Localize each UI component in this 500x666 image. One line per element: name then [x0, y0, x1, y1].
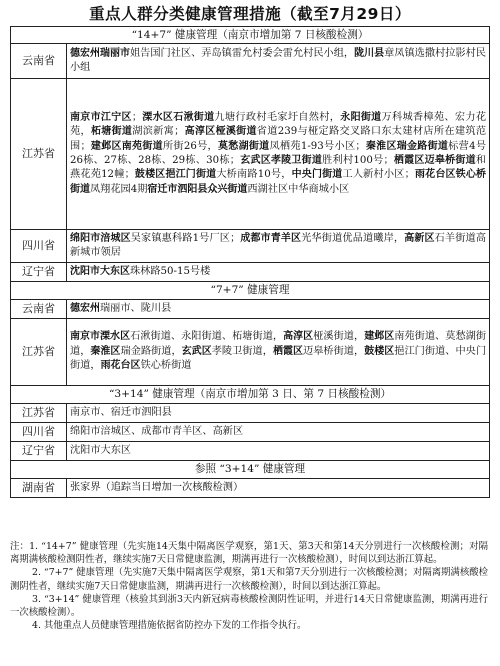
province-cell: 四川省: [11, 230, 67, 263]
section-header-row: [11, 386, 490, 404]
table-row: [11, 263, 490, 282]
table-row: [11, 300, 490, 319]
area-bold: 陇川县: [354, 47, 385, 59]
area-text: 铁心桥街道: [140, 360, 192, 372]
area-bold: 沈阳市大东区: [70, 265, 130, 277]
area-cell: [67, 79, 490, 230]
area-cell: [67, 300, 490, 319]
area-bold: 莫愁湖街道: [218, 140, 270, 152]
area-text: 吴家镇惠科路1号厂区；: [130, 232, 241, 244]
section-header-3-14: “3+14” 健康管理（南京市增加第 3 日、第 7 日核酸检测）: [11, 386, 490, 404]
area-bold: 雨花台区: [100, 360, 141, 372]
area-text: 所街26号，: [162, 140, 219, 152]
province-cell: 江苏省: [11, 79, 67, 230]
area-bold: 南京市溧水区: [70, 331, 131, 343]
area-bold: 玄武区孝陵卫街道: [240, 155, 323, 166]
area-bold: 栖霞区迈皋桥街道: [393, 155, 476, 166]
table-row: [11, 404, 490, 423]
area-bold: 绵阳市涪城区: [70, 232, 131, 244]
province-cell: 辽宁省: [11, 263, 67, 282]
area-text: 珠林路50-15号楼: [130, 265, 211, 277]
area-bold: 秦淮区: [90, 345, 121, 357]
area-bold: 建邺区南苑街道: [90, 140, 163, 152]
area-text: 石羊街道高新城市领居: [70, 232, 487, 258]
area-text: 工人新村小区；: [342, 169, 415, 181]
footnote-1: 注：1. “14+7” 健康管理（先实施14天集中隔离医学观察，第1天、第3天和第14天分别进行一次核酸检测；对隔离期满核酸检测阴性者，继续实施7天日常健康监测，期满再进行一次核酸检测），时间以到达浙江算起。: [10, 541, 488, 566]
province-cell: 江苏省: [11, 319, 67, 386]
table-row: [11, 44, 490, 79]
area-bold: 建邺区: [364, 331, 395, 343]
area-text: 湖滨新寓；: [132, 126, 185, 138]
area-bold: 玄武区: [181, 345, 212, 357]
section-header-row: [11, 461, 490, 479]
area-text: 挹江门街道、中央门街道，: [70, 345, 487, 372]
footnotes: [10, 540, 488, 632]
area-cell: 绵阳市涪城区、成都市青羊区、高新区: [67, 423, 490, 442]
area-cell: [67, 319, 490, 386]
area-bold: 溧水区石湫街道: [142, 111, 215, 123]
page-title: 重点人群分类健康管理措施（截至7月29日）: [89, 5, 411, 23]
section-header-row: [11, 27, 490, 44]
area-text: 万科城香樟苑、宏力花苑，: [70, 111, 487, 138]
footnote-3: 3. “3+14” 健康管理（核验其到浙3天内新冠病毒核酸检测阴性证明，并进行14天日常健康监测，期满再进行一次核酸检测）。: [10, 593, 488, 619]
area-bold: 栖霞区: [272, 345, 303, 357]
area-text: 西湖社区中华商城小区: [247, 183, 350, 195]
footnote-4: 4. 其他重点人员健康管理措施依据省防控办下发的工作指令执行。: [32, 620, 307, 632]
province-cell: 湖南省: [11, 479, 67, 498]
area-text: 孝陵卫街道，: [211, 345, 273, 357]
province-cell: 云南省: [11, 44, 67, 79]
area-text: 章凤镇选撒村拉影村民小组: [70, 47, 486, 73]
area-text: 大桥南路10号，: [216, 169, 292, 181]
province-cell: 辽宁省: [11, 442, 67, 461]
area-bold: 高淳区: [283, 331, 314, 343]
table-row: [11, 479, 490, 498]
area-cell: 南京市、宿迁市泗阳县: [67, 404, 490, 423]
area-bold: 雨花台区铁心桥街道: [70, 169, 487, 195]
area-text: 胜利村100号；: [322, 155, 394, 166]
area-bold: 德宏州: [70, 302, 100, 314]
area-bold: 鼓楼区挹江门街道: [134, 169, 217, 181]
area-bold: 永阳街道: [340, 111, 382, 123]
table-row: [11, 230, 490, 263]
province-cell: 云南省: [11, 300, 67, 319]
area-bold: 成都市青羊区: [240, 232, 302, 244]
section-header-ref-3-14: 参照 “3+14” 健康管理: [11, 461, 490, 479]
area-bold: 鼓楼区: [364, 345, 395, 357]
area-text: ；: [131, 111, 142, 123]
area-bold: 中央门街道: [291, 169, 343, 181]
table-row: [11, 442, 490, 461]
area-cell: [67, 230, 490, 263]
table-row: [11, 319, 490, 386]
area-bold: 德宏州瑞丽市: [70, 47, 130, 59]
area-text: 九塘行政村毛家圩自然村，: [214, 111, 341, 123]
section-header-14-7: “14+7” 健康管理（南京市增加第 7 日核酸检测）: [11, 27, 490, 44]
area-text: 桠溪街道，: [313, 331, 365, 343]
area-text: 凤栖苑1-93号小区；: [269, 140, 366, 152]
area-text: 迈皋桥街道，: [302, 345, 365, 357]
area-text: 标营4号26栋、27栋、28栋、29栋、30栋；: [70, 140, 487, 166]
area-text: 南苑街道、莫愁湖街道，: [70, 331, 487, 357]
area-text: 瑞金路街道，: [120, 345, 182, 357]
area-cell: [67, 263, 490, 282]
area-bold: 高淳区桠溪街道: [184, 126, 257, 138]
area-bold: 宿迁市泗阳县众兴街道: [147, 183, 248, 195]
area-bold: 高新区: [404, 232, 435, 244]
area-cell: 沈阳市大东区: [67, 442, 490, 461]
area-bold: 南京市江宁区: [70, 111, 132, 123]
province-cell: 江苏省: [11, 404, 67, 423]
area-bold: 柘塘街道: [90, 126, 133, 138]
table-row: [11, 423, 490, 442]
area-cell: 张家界（追踪当日增加一次核酸检测）: [67, 479, 490, 498]
measures-table: [10, 26, 490, 498]
area-text: 和燕花苑12幢；: [70, 155, 486, 181]
footnote-2: 2. “7+7” 健康管理（先实施7天集中隔离医学观察，第1天和第7天分别进行一次核酸检测；对隔离期满核酸检测阴性者，继续实施7天日常健康监测，期满再进行一次核酸检测），时间以到达浙江算起。: [10, 567, 488, 592]
province-cell: 四川省: [11, 423, 67, 442]
area-text: 姐告国门社区、弄岛镇雷允村委会雷允村民小组，: [130, 47, 355, 59]
section-header-row: [11, 282, 490, 300]
area-text: 瑞丽市、陇川县: [100, 302, 172, 314]
section-header-7-7: “7+7” 健康管理: [11, 282, 490, 300]
area-text: 省道239与桠定路交叉路口东太建材店所在建筑范围；: [70, 126, 487, 152]
area-text: 石湫街道、永阳街道、柘塘街道，: [130, 331, 284, 343]
area-text: 光华街道优品道曦岸，: [301, 232, 405, 244]
area-text: 凤翔花园4期: [90, 183, 148, 195]
area-bold: 秦淮区瑞金路街道: [365, 140, 449, 152]
table-row: [11, 79, 490, 230]
area-cell: [67, 44, 490, 79]
